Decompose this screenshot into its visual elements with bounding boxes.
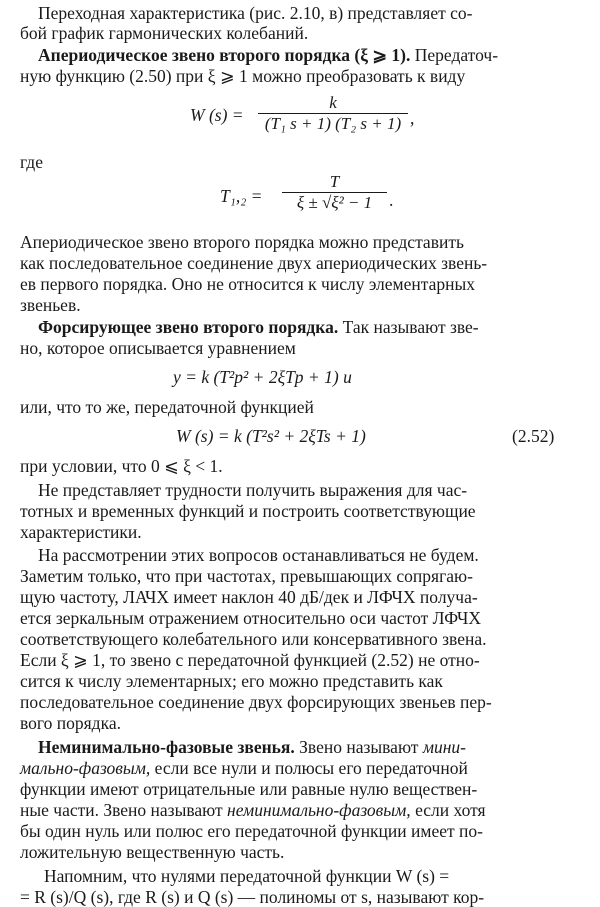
equation-punct: , [410,108,415,128]
italic-term: неминимально-фазовым, [227,800,411,820]
fraction-numerator: T [329,172,340,191]
text-span: ные части. Звено называют [20,800,228,820]
text-line: где [20,152,43,172]
italic-term: мально-фазовым, [20,758,151,778]
fraction-denominator: (T₁ s + 1) (T₂ s + 1) [264,114,402,133]
text-line: тотных и временных функций и построить соответствующие [20,501,476,521]
text-line [38,45,498,65]
text-line: последовательное соединение двух форсирующих звеньев пер- [20,692,492,712]
text-line: бой график гармонических колебаний. [20,23,309,43]
text-line: ется зеркальным отражением относительно оси частот ЛФЧХ [20,608,481,628]
text-line: Заметим только, что при частотах, превышающих сопрягаю- [20,566,473,586]
section-heading: Апериодическое звено второго порядка (ξ ⩾ 1). [38,45,411,65]
section-heading: Неминимально-фазовые звенья. [38,737,295,757]
text-line: или, что то же, передаточной функцией [20,397,314,417]
italic-term: мини- [422,737,466,757]
equation-punct: . [389,190,394,210]
text-line [20,800,486,820]
fraction-numerator: k [329,93,337,112]
text-line: сится к числу элементарных; его можно представить как [20,671,443,691]
text-line [20,758,468,778]
text-line: при условии, что 0 ⩽ ξ < 1. [20,456,223,476]
text-line: Если ξ ⩾ 1, то звено с передаточной функцией (2.52) не отно- [20,650,480,670]
equation-number: (2.52) [512,426,555,446]
fraction-denominator: ξ ± √ξ² − 1 [296,193,373,212]
text-line: как последовательное соединение двух апериодических звень- [20,253,488,273]
text-span: Звено называют [294,737,423,757]
text-line: Переходная характеристика (рис. 2.10, в) представляет со- [38,3,473,23]
text-line: но, которое описывается уравнением [20,338,296,358]
text-line: бы один нуль или полюс его передаточной функции имеет по- [20,821,483,841]
text-line: Не представляет трудности получить выражения для час- [38,480,468,500]
equation-lhs: T₁,₂ = [220,186,263,206]
text-line [38,737,466,757]
text-line: Апериодическое звено второго порядка можно представить [20,232,464,252]
text-line: ную функцию (2.50) при ξ ⩾ 1 можно преобразовать к виду [20,66,466,86]
text-line: На рассмотрении этих вопросов останавливаться не будем. [38,545,479,565]
equation: y = k (T²p² + 2ξTp + 1) u [173,367,352,387]
equation: W (s) = k (T²s² + 2ξTs + 1) [176,426,366,446]
equation-fraction [258,93,408,134]
text-line: щую частоту, ЛАЧХ имеет наклон 40 дБ/дек и ЛФЧХ получа- [20,587,478,607]
text-line: Напомним, что нулями передаточной функции W (s) = [44,866,450,886]
text-line: звеньев. [20,295,81,315]
equation-lhs: W (s) = [190,105,244,125]
text-span: Так называют зве- [338,317,479,337]
text-line: соответствующего колебательного или консервативного звена. [20,629,487,649]
text-span: если все нули и полюсы его передаточной [150,758,468,778]
text-line: вого порядка. [20,713,121,733]
text-line: функции имеют отрицательные или равные нулю веществен- [20,779,478,799]
text-line: ложительную вещественную часть. [20,842,285,862]
equation-fraction [282,172,387,213]
text-line: ев первого порядка. Оно не относится к числу элементарных [20,274,475,294]
section-heading: Форсирующее звено второго порядка. [38,317,339,337]
text-line: характеристики. [20,522,142,542]
text-line: = R (s)/Q (s), где R (s) и Q (s) — полиномы от s, называют кор- [20,887,485,907]
text-line [38,317,479,337]
text-span: Передаточ- [410,45,499,65]
text-span: если хотя [410,800,486,820]
